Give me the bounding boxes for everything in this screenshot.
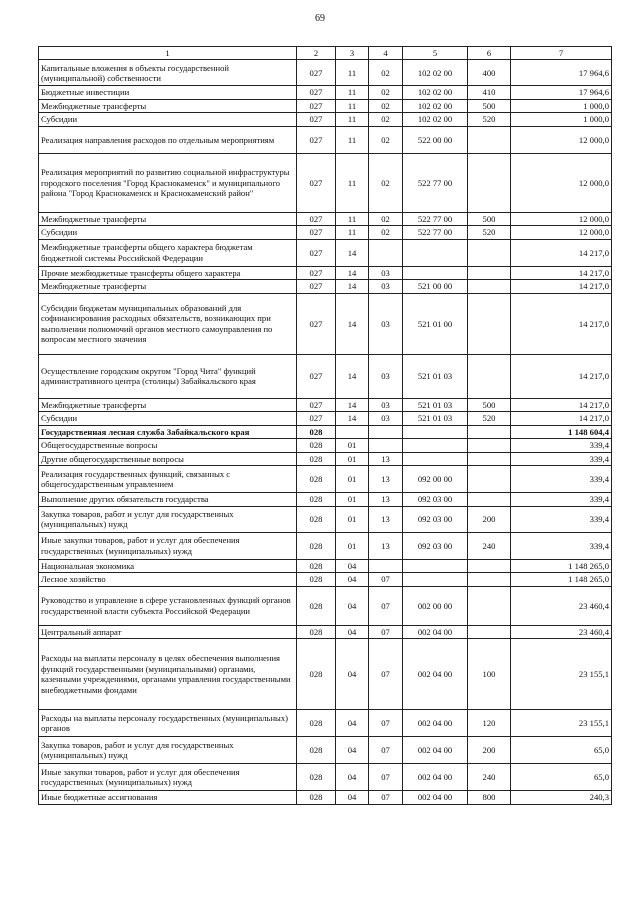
amount-cell: 1 000,0 (511, 99, 612, 112)
expense-name-cell: Иные бюджетные ассигнования (39, 791, 297, 804)
expense-name-cell: Межбюджетные трансферты общего характера бюджетам бюджетной системы Российской Федерации (39, 239, 297, 266)
expense-kind-cell (468, 293, 511, 354)
section-code-cell: 01 (336, 452, 369, 465)
expense-name-cell: Лесное хозяйство (39, 573, 297, 586)
amount-cell: 14 217,0 (511, 266, 612, 279)
expense-name-cell: Другие общегосударственные вопросы (39, 452, 297, 465)
expense-kind-cell: 500 (468, 212, 511, 225)
section-code-cell: 14 (336, 280, 369, 293)
table-row (39, 126, 612, 153)
target-article-cell: 092 03 00 (403, 532, 468, 559)
expense-name-cell: Капитальные вложения в объекты государственной (муниципальной) собственности (39, 60, 297, 86)
table-row (39, 532, 612, 559)
expense-name-cell: Реализация государственных функций, связанных с общегосударственным управлением (39, 466, 297, 493)
expense-kind-cell (468, 354, 511, 398)
table-row (39, 559, 612, 572)
table-row (39, 586, 612, 625)
department-code-cell: 028 (297, 625, 336, 638)
department-code-cell: 027 (297, 126, 336, 153)
column-header: 6 (468, 47, 511, 60)
subsection-code-cell: 02 (369, 99, 403, 112)
amount-cell: 339,4 (511, 532, 612, 559)
subsection-code-cell (369, 425, 403, 438)
subsection-code-cell: 07 (369, 573, 403, 586)
subsection-code-cell: 07 (369, 737, 403, 764)
section-code-cell: 04 (336, 791, 369, 804)
target-article-cell: 002 04 00 (403, 737, 468, 764)
department-code-cell: 027 (297, 153, 336, 212)
table-row (39, 791, 612, 804)
expense-kind-cell: 500 (468, 99, 511, 112)
amount-cell: 17 964,6 (511, 60, 612, 86)
amount-cell: 339,4 (511, 439, 612, 452)
target-article-cell: 092 00 00 (403, 466, 468, 493)
page-number: 69 (315, 13, 325, 24)
department-code-cell: 028 (297, 737, 336, 764)
department-code-cell: 028 (297, 559, 336, 572)
department-code-cell: 028 (297, 425, 336, 438)
expense-name-cell: Закупка товаров, работ и услуг для государственных (муниципальных) нужд (39, 737, 297, 764)
section-code-cell: 14 (336, 266, 369, 279)
amount-cell: 339,4 (511, 493, 612, 506)
target-article-cell (403, 239, 468, 266)
table-row (39, 293, 612, 354)
section-code-cell: 04 (336, 573, 369, 586)
expense-kind-cell (468, 239, 511, 266)
section-code-cell: 14 (336, 354, 369, 398)
section-code-cell: 11 (336, 226, 369, 239)
expense-name-cell: Субсидии (39, 226, 297, 239)
expense-kind-cell (468, 493, 511, 506)
target-article-cell (403, 559, 468, 572)
target-article-cell (403, 452, 468, 465)
target-article-cell (403, 425, 468, 438)
target-article-cell: 102 02 00 (403, 113, 468, 126)
subsection-code-cell (369, 559, 403, 572)
amount-cell: 14 217,0 (511, 239, 612, 266)
expense-kind-cell (468, 625, 511, 638)
subsection-code-cell (369, 439, 403, 452)
expense-kind-cell (468, 425, 511, 438)
table-row (39, 239, 612, 266)
target-article-cell: 522 00 00 (403, 126, 468, 153)
department-code-cell: 027 (297, 226, 336, 239)
department-code-cell: 028 (297, 710, 336, 737)
subsection-code-cell: 07 (369, 791, 403, 804)
column-header: 4 (369, 47, 403, 60)
section-code-cell: 11 (336, 86, 369, 99)
expense-kind-cell: 520 (468, 226, 511, 239)
column-header: 1 (39, 47, 297, 60)
department-code-cell: 027 (297, 99, 336, 112)
section-code-cell: 14 (336, 398, 369, 411)
table-header-row (39, 47, 612, 60)
table-row (39, 425, 612, 438)
table-row (39, 354, 612, 398)
section-code-cell: 11 (336, 99, 369, 112)
target-article-cell: 102 02 00 (403, 60, 468, 86)
section-code-cell: 11 (336, 212, 369, 225)
section-code-cell: 11 (336, 60, 369, 86)
expense-name-cell: Субсидии (39, 113, 297, 126)
expense-kind-cell: 240 (468, 532, 511, 559)
table-row (39, 452, 612, 465)
expense-name-cell: Бюджетные инвестиции (39, 86, 297, 99)
expense-kind-cell: 240 (468, 764, 511, 791)
subsection-code-cell: 07 (369, 639, 403, 710)
department-code-cell: 027 (297, 113, 336, 126)
amount-cell: 12 000,0 (511, 212, 612, 225)
department-code-cell: 027 (297, 212, 336, 225)
amount-cell: 12 000,0 (511, 226, 612, 239)
expense-kind-cell (468, 439, 511, 452)
table-row (39, 398, 612, 411)
department-code-cell: 028 (297, 532, 336, 559)
target-article-cell: 002 04 00 (403, 791, 468, 804)
target-article-cell: 102 02 00 (403, 86, 468, 99)
target-article-cell: 521 01 00 (403, 293, 468, 354)
expense-kind-cell: 120 (468, 710, 511, 737)
expense-name-cell: Межбюджетные трансферты (39, 212, 297, 225)
target-article-cell: 092 03 00 (403, 506, 468, 532)
table-row (39, 439, 612, 452)
table-row (39, 280, 612, 293)
subsection-code-cell: 03 (369, 354, 403, 398)
subsection-code-cell: 13 (369, 532, 403, 559)
department-code-cell: 028 (297, 586, 336, 625)
department-code-cell: 028 (297, 452, 336, 465)
department-code-cell: 028 (297, 764, 336, 791)
expense-kind-cell (468, 126, 511, 153)
target-article-cell: 002 04 00 (403, 639, 468, 710)
column-header: 7 (511, 47, 612, 60)
expense-name-cell: Центральный аппарат (39, 625, 297, 638)
amount-cell: 23 155,1 (511, 639, 612, 710)
expense-name-cell: Расходы на выплаты персоналу в целях обеспечения выполнения функций государственными (муниципальными) органами, казенными учреждениями, органами управления государственными внебюджетными фондами (39, 639, 297, 710)
section-code-cell: 04 (336, 737, 369, 764)
amount-cell: 23 155,1 (511, 710, 612, 737)
expense-name-cell: Межбюджетные трансферты (39, 99, 297, 112)
department-code-cell: 027 (297, 239, 336, 266)
expense-kind-cell: 800 (468, 791, 511, 804)
subsection-code-cell: 13 (369, 506, 403, 532)
target-article-cell: 092 03 00 (403, 493, 468, 506)
amount-cell: 17 964,6 (511, 86, 612, 99)
table-row (39, 639, 612, 710)
expense-name-cell: Закупка товаров, работ и услуг для государственных (муниципальных) нужд (39, 506, 297, 532)
expense-name-cell: Выполнение других обязательств государства (39, 493, 297, 506)
section-code-cell: 04 (336, 586, 369, 625)
table-row (39, 710, 612, 737)
target-article-cell: 521 01 03 (403, 412, 468, 425)
subsection-code-cell: 03 (369, 266, 403, 279)
target-article-cell: 002 04 00 (403, 710, 468, 737)
table-row (39, 212, 612, 225)
section-code-cell: 01 (336, 439, 369, 452)
column-header: 3 (336, 47, 369, 60)
expense-name-cell: Общегосударственные вопросы (39, 439, 297, 452)
expense-name-cell: Расходы на выплаты персоналу государственных (муниципальных) органов (39, 710, 297, 737)
department-code-cell: 028 (297, 493, 336, 506)
amount-cell: 339,4 (511, 452, 612, 465)
table-row (39, 573, 612, 586)
table-row (39, 493, 612, 506)
expense-kind-cell (468, 266, 511, 279)
amount-cell: 14 217,0 (511, 412, 612, 425)
table-row (39, 60, 612, 86)
subsection-code-cell: 07 (369, 710, 403, 737)
table-row (39, 506, 612, 532)
amount-cell: 12 000,0 (511, 126, 612, 153)
subsection-code-cell: 02 (369, 60, 403, 86)
expense-name-cell: Национальная экономика (39, 559, 297, 572)
table-row (39, 764, 612, 791)
table-row (39, 226, 612, 239)
section-code-cell (336, 425, 369, 438)
target-article-cell: 002 00 00 (403, 586, 468, 625)
target-article-cell: 521 00 00 (403, 280, 468, 293)
section-code-cell: 14 (336, 293, 369, 354)
column-header: 5 (403, 47, 468, 60)
amount-cell: 1 148 604,4 (511, 425, 612, 438)
expense-name-cell: Иные закупки товаров, работ и услуг для обеспечения государственных (муниципальных) нужд (39, 764, 297, 791)
expense-kind-cell: 520 (468, 113, 511, 126)
subsection-code-cell: 07 (369, 764, 403, 791)
expense-name-cell: Субсидии бюджетам муниципальных образований для софинансирования расходных обязательств, возникающих при выполнении полномочий органов местного самоуправления по вопросам местного значения (39, 293, 297, 354)
expense-name-cell: Межбюджетные трансферты (39, 398, 297, 411)
budget-table (38, 46, 612, 805)
expense-name-cell: Межбюджетные трансферты (39, 280, 297, 293)
table-row (39, 266, 612, 279)
expense-kind-cell: 200 (468, 737, 511, 764)
department-code-cell: 027 (297, 412, 336, 425)
department-code-cell: 027 (297, 354, 336, 398)
subsection-code-cell: 03 (369, 280, 403, 293)
subsection-code-cell: 03 (369, 293, 403, 354)
amount-cell: 339,4 (511, 506, 612, 532)
target-article-cell (403, 439, 468, 452)
section-code-cell: 01 (336, 466, 369, 493)
table-row (39, 412, 612, 425)
amount-cell: 23 460,4 (511, 586, 612, 625)
target-article-cell: 522 77 00 (403, 153, 468, 212)
section-code-cell: 11 (336, 126, 369, 153)
expense-kind-cell (468, 559, 511, 572)
expense-kind-cell: 500 (468, 398, 511, 411)
department-code-cell: 027 (297, 280, 336, 293)
subsection-code-cell: 02 (369, 226, 403, 239)
expense-name-cell: Иные закупки товаров, работ и услуг для обеспечения государственных (муниципальных) нужд (39, 532, 297, 559)
expense-name-cell: Прочие межбюджетные трансферты общего характера (39, 266, 297, 279)
expense-name-cell: Реализация мероприятий по развитию социальной инфраструктуры городского поселения "Город Краснокаменск" и муниципального района "Город Краснокаменск и Краснокаменский район" (39, 153, 297, 212)
expense-name-cell: Реализация направления расходов по отдельным мероприятиям (39, 126, 297, 153)
department-code-cell: 027 (297, 266, 336, 279)
table-row (39, 99, 612, 112)
amount-cell: 1 148 265,0 (511, 573, 612, 586)
expense-kind-cell (468, 153, 511, 212)
department-code-cell: 027 (297, 293, 336, 354)
subsection-code-cell: 13 (369, 452, 403, 465)
department-code-cell: 027 (297, 86, 336, 99)
department-code-cell: 028 (297, 639, 336, 710)
section-code-cell: 01 (336, 493, 369, 506)
expense-kind-cell (468, 573, 511, 586)
subsection-code-cell (369, 239, 403, 266)
target-article-cell: 521 01 03 (403, 354, 468, 398)
expense-kind-cell (468, 280, 511, 293)
table-row (39, 86, 612, 99)
expense-kind-cell (468, 452, 511, 465)
subsection-code-cell: 02 (369, 86, 403, 99)
amount-cell: 65,0 (511, 737, 612, 764)
amount-cell: 12 000,0 (511, 153, 612, 212)
expense-kind-cell: 410 (468, 86, 511, 99)
expense-name-cell: Осуществление городским округом "Город Чита" функций административного центра (столицы) Забайкальского края (39, 354, 297, 398)
amount-cell: 14 217,0 (511, 293, 612, 354)
amount-cell: 339,4 (511, 466, 612, 493)
target-article-cell: 002 04 00 (403, 764, 468, 791)
section-code-cell: 04 (336, 559, 369, 572)
expense-kind-cell: 520 (468, 412, 511, 425)
amount-cell: 65,0 (511, 764, 612, 791)
target-article-cell: 002 04 00 (403, 625, 468, 638)
department-code-cell: 028 (297, 439, 336, 452)
expense-name-cell: Государственная лесная служба Забайкальского края (39, 425, 297, 438)
column-header: 2 (297, 47, 336, 60)
section-code-cell: 04 (336, 710, 369, 737)
subsection-code-cell: 02 (369, 212, 403, 225)
department-code-cell: 027 (297, 398, 336, 411)
expense-name-cell: Руководство и управление в сфере установленных функций органов государственной власти субъекта Российской Федерации (39, 586, 297, 625)
expense-kind-cell: 200 (468, 506, 511, 532)
department-code-cell: 028 (297, 791, 336, 804)
department-code-cell: 028 (297, 466, 336, 493)
section-code-cell: 04 (336, 639, 369, 710)
subsection-code-cell: 13 (369, 466, 403, 493)
target-article-cell: 522 77 00 (403, 226, 468, 239)
table-row (39, 466, 612, 493)
subsection-code-cell: 02 (369, 153, 403, 212)
amount-cell: 14 217,0 (511, 398, 612, 411)
section-code-cell: 04 (336, 625, 369, 638)
section-code-cell: 14 (336, 239, 369, 266)
department-code-cell: 027 (297, 60, 336, 86)
section-code-cell: 11 (336, 113, 369, 126)
amount-cell: 1 000,0 (511, 113, 612, 126)
amount-cell: 14 217,0 (511, 280, 612, 293)
target-article-cell: 522 77 00 (403, 212, 468, 225)
subsection-code-cell: 02 (369, 113, 403, 126)
section-code-cell: 01 (336, 532, 369, 559)
table-row (39, 625, 612, 638)
table-row (39, 737, 612, 764)
amount-cell: 14 217,0 (511, 354, 612, 398)
expense-kind-cell (468, 466, 511, 493)
target-article-cell (403, 266, 468, 279)
expense-kind-cell: 100 (468, 639, 511, 710)
target-article-cell (403, 573, 468, 586)
expense-kind-cell: 400 (468, 60, 511, 86)
expense-kind-cell (468, 586, 511, 625)
amount-cell: 1 148 265,0 (511, 559, 612, 572)
section-code-cell: 14 (336, 412, 369, 425)
section-code-cell: 01 (336, 506, 369, 532)
subsection-code-cell: 07 (369, 586, 403, 625)
target-article-cell: 521 01 03 (403, 398, 468, 411)
section-code-cell: 04 (336, 764, 369, 791)
subsection-code-cell: 07 (369, 625, 403, 638)
subsection-code-cell: 03 (369, 412, 403, 425)
department-code-cell: 028 (297, 573, 336, 586)
subsection-code-cell: 02 (369, 126, 403, 153)
subsection-code-cell: 13 (369, 493, 403, 506)
table-row (39, 153, 612, 212)
target-article-cell: 102 02 00 (403, 99, 468, 112)
expense-name-cell: Субсидии (39, 412, 297, 425)
subsection-code-cell: 03 (369, 398, 403, 411)
amount-cell: 23 460,4 (511, 625, 612, 638)
section-code-cell: 11 (336, 153, 369, 212)
amount-cell: 240,3 (511, 791, 612, 804)
table-row (39, 113, 612, 126)
department-code-cell: 028 (297, 506, 336, 532)
